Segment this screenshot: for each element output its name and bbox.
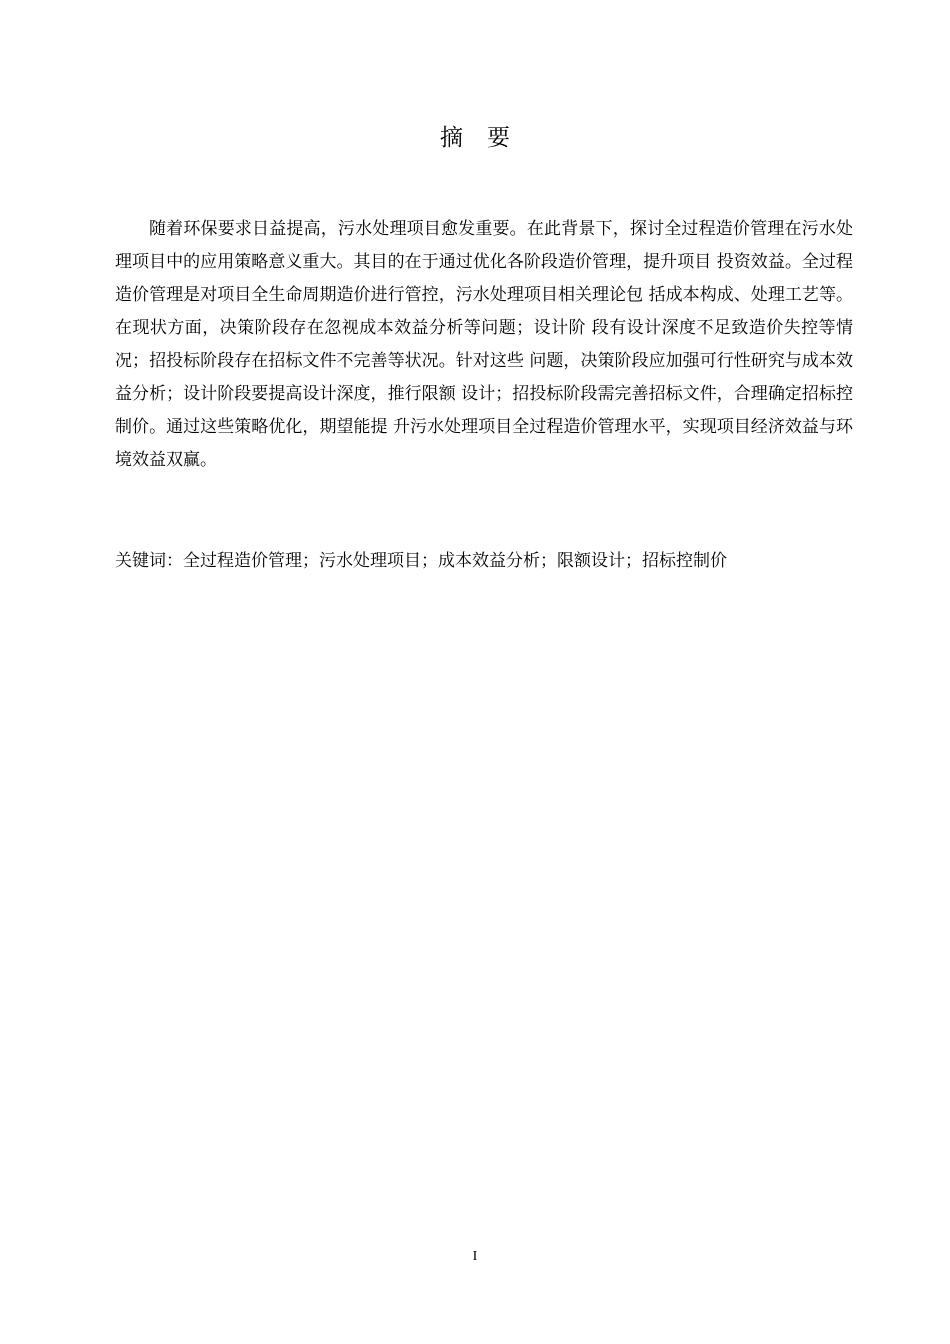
keywords-line: [115, 545, 853, 578]
keywords-label: 关键词：: [115, 551, 183, 571]
keywords-value: 全过程造价管理；污水处理项目；成本效益分析；限额设计；招标控制价: [183, 551, 727, 571]
page-title: 摘要: [440, 125, 534, 151]
page-number: I: [472, 1249, 478, 1264]
abstract-paragraph: 随着环保要求日益提高，污水处理项目愈发重要。在此背景下，探讨全过程造价管理在污水处理项目中的应用策略意义重大。其目的在于通过优化各阶段造价管理，提升项目 投资效益。全过程造价管理是对项目全生命周期造价进行管控，污水处理项目相关理论包 括成本构成、处理工艺等。在现状方面，决策阶段存在忽视成本效益分析等问题；设计阶 段有设计深度不足致造价失控等情况；招投标阶段存在招标文件不完善等状况。针对这些 问题，决策阶段应加强可行性研究与成本效益分析；设计阶段要提高设计深度，推行限额 设计；招投标阶段需完善招标文件，合理确定招标控制价。通过这些策略优化，期望能提 升污水处理项目全过程造价管理水平，实现项目经济效益与环境效益双赢。: [115, 219, 853, 470]
